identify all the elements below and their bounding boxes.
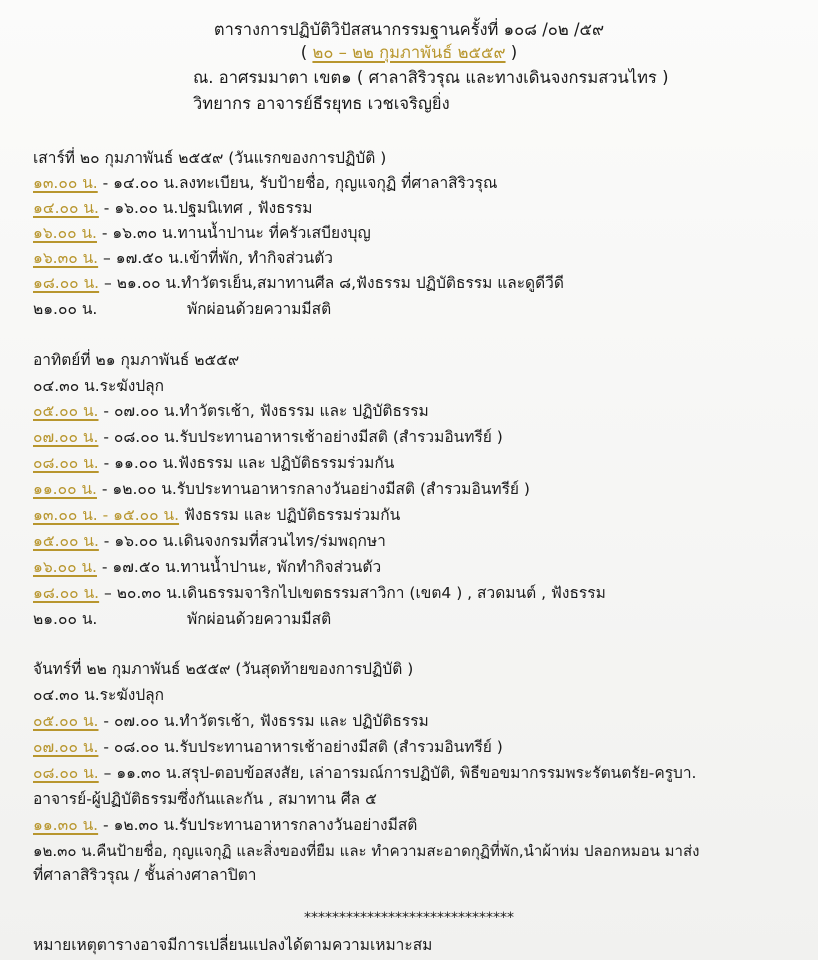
item-text: - ๑๖.๐๐ น.เดินจงกรมที่สวนไทร/ร่มพฤกษา [98, 532, 386, 550]
item-time: ๑๑.๓๐ น. [33, 816, 99, 834]
day3-closing: ๑๒.๓๐ น.คืนป้ายชื่อ, กุญแจกุฏิ และสิ่งของที่ยืม และ ทำความสะอาดกุฏิที่พัก,นำผ้าห่ม ปลอกหมอน มาส่ง [33, 842, 700, 860]
day3-item-continued: อาจารย์-ผู้ปฏิบัติธรรมซึ่งกันและกัน , สมาทาน ศีล ๕ [33, 790, 377, 808]
day2-item [33, 582, 606, 604]
item-text: - ๑๒.๓๐ น.รับประทานอาหารกลางวันอย่างมีสติ [98, 816, 418, 834]
day2-item [33, 478, 530, 500]
schedule-dates [0, 41, 818, 65]
item-text: - ๑๖.๓๐ น.ทานน้ำปานะ ที่ครัวเสบียงบุญ [96, 224, 371, 242]
item-time: ๑๕.๐๐ น. [33, 532, 99, 550]
item-time: ๑๓.๐๐ น. [33, 174, 98, 192]
day2-item [33, 452, 394, 474]
rest-text: พักผ่อนด้วยความมีสติ [187, 610, 332, 628]
item-time: ๐๘.๐๐ น. [33, 454, 99, 472]
day1-item [33, 172, 497, 194]
rest-text: พักผ่อนด้วยความมีสติ [187, 300, 332, 318]
item-text: - ๐๗.๐๐ น.ทำวัตรเช้า, ฟังธรรม และ ปฏิบัติธรรม [98, 402, 429, 420]
item-time: ๐๗.๐๐ น. [33, 428, 99, 446]
day1-heading: เสาร์ที่ ๒๐ กุมภาพันธ์ ๒๕๕๙ (วันแรกของการปฏิบัติ ) [33, 149, 387, 167]
item-text: - ๑๒.๐๐ น.รับประทานอาหารกลางวันอย่างมีสติ (สำรวมอินทรีย์ ) [96, 480, 530, 498]
item-time: ๑๖.๐๐ น. [33, 558, 97, 576]
item-time: ๐๗.๐๐ น. [33, 738, 99, 756]
day1-item [33, 197, 313, 219]
item-time: ๑๖.๓๐ น. [33, 249, 99, 267]
item-text: - ๑๗.๕๐ น.ทานน้ำปานะ, พักทำกิจส่วนตัว [96, 558, 382, 576]
item-text: - ๑๔.๐๐ น.ลงทะเบียน, รับป้ายชื่อ, กุญแจกุฏิ ที่ศาลาสิริวรุณ [97, 174, 498, 192]
item-text: - ๐๘.๐๐ น.รับประทานอาหารเช้าอย่างมีสติ (สำรวมอินทรีย์ ) [98, 428, 503, 446]
venue-line: ณ. อาศรมมาตา เขต๑ ( ศาลาสิริวรุณ และทางเดินจงกรมสวนไทร ) [193, 68, 669, 87]
item-time: ๑๘.๐๐ น. [33, 274, 100, 292]
item-time: ๑๓.๐๐ น. - ๑๕.๐๐ น. [33, 506, 180, 524]
item-time: ๐๕.๐๐ น. [33, 402, 99, 420]
item-time: ๑๘.๐๐ น. [33, 584, 100, 602]
day1-item [33, 247, 333, 269]
item-time: ๐๘.๐๐ น. [33, 764, 99, 782]
item-text: - ๐๘.๐๐ น.รับประทานอาหารเช้าอย่างมีสติ (สำรวมอินทรีย์ ) [98, 738, 503, 756]
item-text: – ๒๑.๐๐ น.ทำวัตรเย็น,สมาทานศีล ๘,ฟังธรรม ปฏิบัติธรรม และดูดีวีดี [99, 274, 564, 292]
day2-item [33, 504, 400, 526]
item-time: ๑๖.๐๐ น. [33, 224, 97, 242]
day2-wake: ๐๔.๓๐ น.ระฆังปลุก [33, 377, 165, 395]
rest-time: ๒๑.๐๐ น. [33, 300, 98, 318]
day3-lunch [33, 814, 417, 836]
dates-range: ๒๐ – ๒๒ กุมภาพันธ์ ๒๕๕๙ [312, 43, 506, 62]
day2-item [33, 530, 386, 552]
separator: ****************************** [304, 910, 514, 926]
day3-closing-continued: ที่ศาลาสิริวรุณ / ชั้นล่างศาลาปิตา [33, 866, 257, 884]
schedule-title: ตารางการปฏิบัติวิปัสสนากรรมฐานครั้งที่ ๑๐๘ /๐๒ /๕๙ [213, 20, 605, 39]
day2-item [33, 556, 381, 578]
footnote: หมายเหตุตารางอาจมีการเปลี่ยนแปลงได้ตามความเหมาะสม [33, 936, 433, 954]
day2-item [33, 426, 503, 448]
day1-item [33, 222, 371, 244]
item-text: – ๒๐.๓๐ น.เดินธรรมจาริกไปเขตธรรมสาวิกา (เขต4 ) , สวดมนต์ , ฟังธรรม [99, 584, 606, 602]
item-text: - ๐๗.๐๐ น.ทำวัตรเช้า, ฟังธรรม และ ปฏิบัติธรรม [98, 712, 429, 730]
day3-item [33, 762, 696, 784]
teacher-line: วิทยากร อาจารย์ธีรยุทธ เวชเจริญยิ่ง [193, 94, 450, 113]
day3-wake: ๐๔.๓๐ น.ระฆังปลุก [33, 686, 165, 704]
day3-item [33, 736, 503, 758]
day2-heading: อาทิตย์ที่ ๒๑ กุมภาพันธ์ ๒๕๕๙ [33, 351, 240, 369]
rest-time: ๒๑.๐๐ น. [33, 610, 98, 628]
dates-open-paren: ( [300, 43, 313, 62]
item-text: - ๑๑.๐๐ น.ฟังธรรม และ ปฏิบัติธรรมร่วมกัน [98, 454, 395, 472]
item-text: - ๑๖.๐๐ น.ปฐมนิเทศ , ฟังธรรม [98, 199, 313, 217]
day2-rest [33, 608, 331, 630]
day1-item [33, 272, 564, 294]
item-text: ฟังธรรม และ ปฏิบัติธรรมร่วมกัน [179, 506, 401, 524]
item-time: ๑๔.๐๐ น. [33, 199, 99, 217]
item-time: ๐๕.๐๐ น. [33, 712, 99, 730]
item-time: ๑๑.๐๐ น. [33, 480, 97, 498]
day3-item [33, 710, 429, 732]
day1-rest [33, 298, 331, 320]
item-text: – ๑๑.๓๐ น.สรุป-ตอบข้อสงสัย, เล่าอารมณ์การปฏิบัติ, พิธีขอขมากรรมพระรัตนตรัย-ครูบา. [98, 764, 697, 782]
item-text: – ๑๗.๕๐ น.เข้าที่พัก, ทำกิจส่วนตัว [98, 249, 333, 267]
day2-item [33, 400, 429, 422]
day3-heading: จันทร์ที่ ๒๒ กุมภาพันธ์ ๒๕๕๙ (วันสุดท้ายของการปฏิบัติ ) [33, 660, 414, 678]
dates-close-paren: ) [505, 43, 518, 62]
